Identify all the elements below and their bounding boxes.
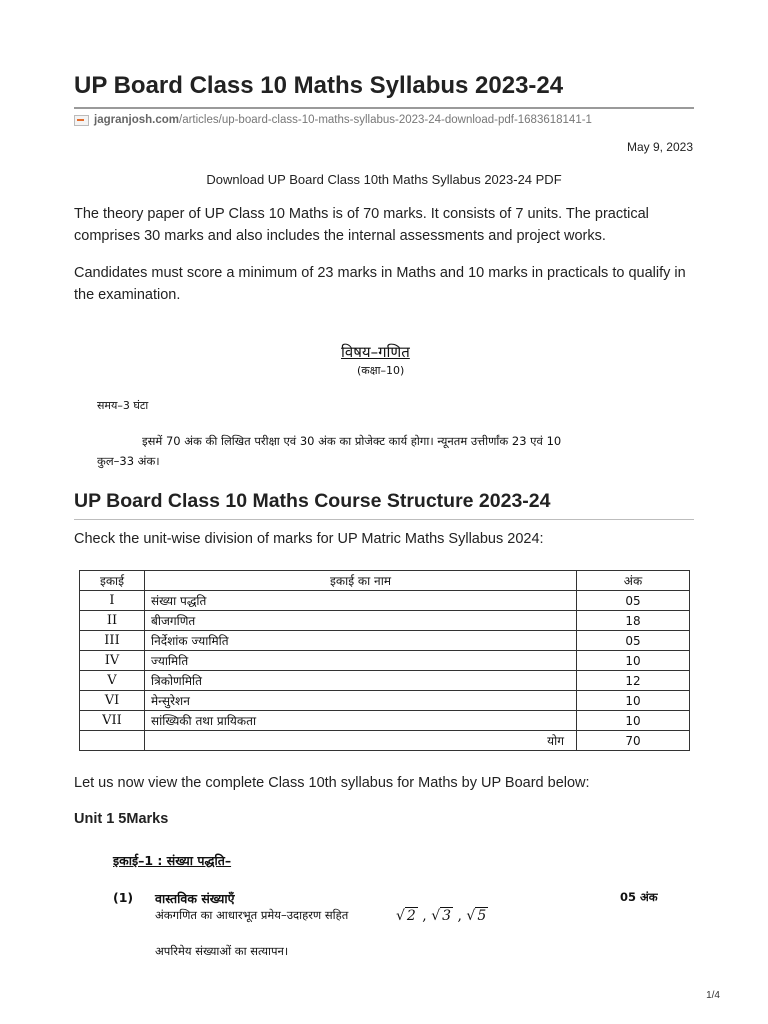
unit-number: III — [80, 631, 145, 651]
unit-number: VII — [80, 711, 145, 731]
root-expressions: √ 2 , √ 3 , √ 5 — [396, 908, 487, 924]
unit-name: निर्देशांक ज्यामिति — [145, 631, 577, 651]
hindi-note-line-1: इसमें 70 अंक की लिखित परीक्षा एवं 30 अंक का प्रोजेक्ट कार्य होगा। न्यूनतम उत्तीर्णांक 23 एवं 10 — [142, 434, 562, 448]
unit-name: मेन्सुरेशन — [145, 691, 577, 711]
marks-table — [79, 570, 690, 751]
unit-marks: 05 — [577, 591, 690, 611]
course-structure-heading: UP Board Class 10 Maths Course Structure 2023-24 — [74, 490, 551, 512]
unit-1-heading: Unit 1 5Marks — [74, 811, 169, 827]
unit-number: II — [80, 611, 145, 631]
unit-number: IV — [80, 651, 145, 671]
table-row — [80, 611, 690, 631]
unit-1-hindi-title: इकाई–1 : संख्या पद्धति– — [113, 853, 232, 868]
header-unit: इकाई — [80, 571, 145, 591]
unit-number: V — [80, 671, 145, 691]
hindi-subject-heading: विषय–गणित — [341, 343, 410, 361]
unit-marks: 10 — [577, 691, 690, 711]
table-row — [80, 671, 690, 691]
item-number: (1) — [113, 890, 134, 905]
favicon-icon — [74, 115, 89, 126]
hindi-note-line-2: कुल–33 अंक। — [97, 454, 160, 468]
item-line-2: अपरिमेय संख्याओं का सत्यापन। — [155, 944, 289, 958]
table-total-row — [80, 731, 690, 751]
unit-number: I — [80, 591, 145, 611]
root-5: 5 — [477, 908, 487, 924]
unit-name: बीजगणित — [145, 611, 577, 631]
table-row — [80, 691, 690, 711]
course-structure-intro: Check the unit-wise division of marks for UP Matric Maths Syllabus 2024: — [74, 531, 544, 547]
unit-name: त्रिकोणमिति — [145, 671, 577, 691]
unit-marks: 12 — [577, 671, 690, 691]
unit-name: सांख्यिकी तथा प्रायिकता — [145, 711, 577, 731]
intro-paragraph-1: The theory paper of UP Class 10 Maths is of 70 marks. It consists of 7 units. The practical comprises 30 marks and also includes the internal assessments and project works. — [74, 206, 649, 244]
source-path[interactable]: /articles/up-board-class-10-maths-syllabus-2023-24-download-pdf-1683618141-1 — [179, 114, 592, 126]
table-row — [80, 591, 690, 611]
publish-date: May 9, 2023 — [626, 140, 693, 154]
table-row — [80, 651, 690, 671]
header-marks: अंक — [577, 571, 690, 591]
intro-paragraph-2: Candidates must score a minimum of 23 marks in Maths and 10 marks in practicals to qualify in the examination. — [74, 265, 686, 303]
unit-number: VI — [80, 691, 145, 711]
hindi-time-label: समय–3 घंटा — [97, 399, 149, 412]
root-2: 2 — [406, 908, 416, 924]
page-title: UP Board Class 10 Maths Syllabus 2023-24 — [74, 72, 564, 99]
source-link[interactable] — [74, 114, 592, 126]
item-title: वास्तविक संख्याएँ — [155, 891, 235, 906]
item-line-1: अंकगणित का आधारभूत प्रमेय–उदाहरण सहित — [155, 908, 349, 922]
download-caption: Download UP Board Class 10th Maths Syllabus 2023-24 PDF — [206, 172, 562, 187]
table-row — [80, 711, 690, 731]
syllabus-intro: Let us now view the complete Class 10th syllabus for Maths by UP Board below: — [74, 775, 590, 791]
root-3: 3 — [442, 908, 452, 924]
hindi-class-label: (कक्षा–10) — [357, 364, 405, 377]
total-empty-cell — [80, 731, 145, 751]
unit-name: ज्यामिति — [145, 651, 577, 671]
table-header-row — [80, 571, 690, 591]
item-marks: 05 अंक — [620, 890, 658, 904]
page-number: 1/4 — [706, 990, 720, 1001]
unit-marks: 10 — [577, 711, 690, 731]
title-divider — [74, 107, 694, 109]
unit-name: संख्या पद्धति — [145, 591, 577, 611]
total-label: योग — [145, 731, 577, 751]
unit-marks: 18 — [577, 611, 690, 631]
total-marks: 70 — [577, 731, 690, 751]
section-divider — [74, 519, 694, 520]
source-domain[interactable]: jagranjosh.com — [94, 114, 179, 126]
unit-marks: 05 — [577, 631, 690, 651]
table-row — [80, 631, 690, 651]
unit-marks: 10 — [577, 651, 690, 671]
header-unit-name: इकाई का नाम — [145, 571, 577, 591]
